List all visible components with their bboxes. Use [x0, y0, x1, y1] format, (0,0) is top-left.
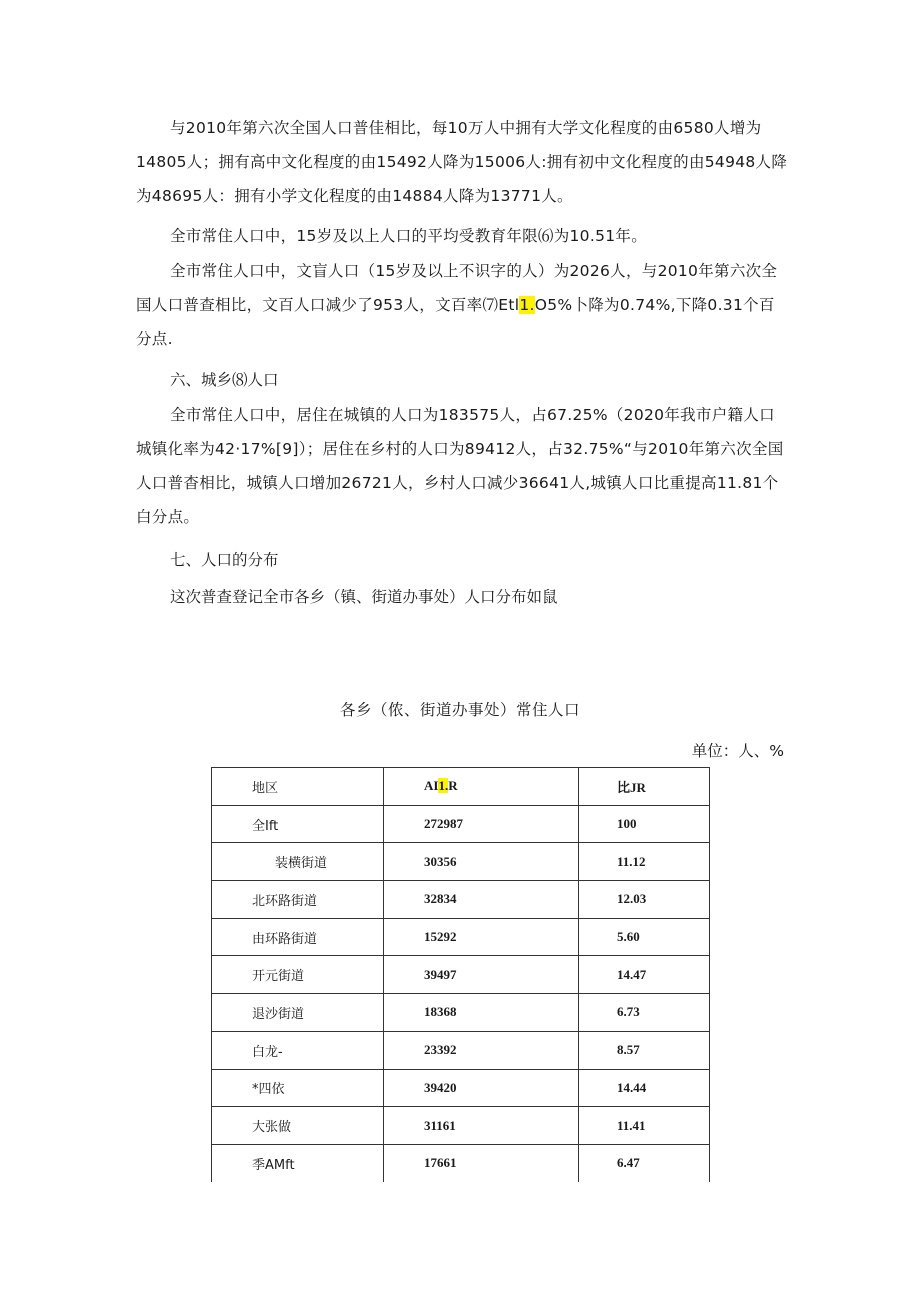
row-count: 31161 [384, 1107, 579, 1145]
row-ratio: 11.41 [579, 1107, 710, 1145]
row-region: 北环路街道 [212, 881, 384, 919]
row-count: 30356 [384, 843, 579, 881]
row-region: *四依 [212, 1069, 384, 1107]
row-region: 开元街道 [212, 956, 384, 994]
header-region: 地区 [212, 768, 384, 806]
row-ratio: 14.44 [579, 1069, 710, 1107]
illiteracy-text-pre: 全市常住人口中，文盲人口（15岁及以上不识字的人）为2026人，与2010年第六次全国人口普查相比，文百人口减少了953人，文百率⑺Etl [136, 262, 778, 314]
row-region: 大张做 [212, 1107, 384, 1145]
table-row [212, 1144, 710, 1181]
row-region: 装横街道 [212, 843, 384, 881]
row-region: 由环路街道 [212, 918, 384, 956]
row-ratio: 5.60 [579, 918, 710, 956]
table-row [212, 881, 710, 919]
row-ratio: 6.47 [579, 1144, 710, 1181]
row-region: 退沙街道 [212, 994, 384, 1032]
table-row [212, 1069, 710, 1107]
table-row [212, 1031, 710, 1069]
paragraph-illiteracy [136, 254, 788, 356]
row-count: 18368 [384, 994, 579, 1032]
row-ratio: 14.47 [579, 956, 710, 994]
row-count: 17661 [384, 1144, 579, 1181]
table-row [212, 994, 710, 1032]
row-count: 32834 [384, 881, 579, 919]
row-ratio: 8.57 [579, 1031, 710, 1069]
table-header-row [212, 768, 710, 806]
section-heading-urban-rural: 六、城乡⑻人口 [170, 371, 279, 389]
row-count: 39420 [384, 1069, 579, 1107]
population-table [211, 767, 710, 1182]
table-unit: 单位：人、% [691, 742, 784, 760]
highlighted-text: 1. [438, 778, 449, 794]
row-ratio: 11.12 [579, 843, 710, 881]
row-region: 全Ift [212, 805, 384, 843]
table-row [212, 956, 710, 994]
row-count: 23392 [384, 1031, 579, 1069]
row-ratio: 6.73 [579, 994, 710, 1032]
header-count: AI1.R [384, 768, 579, 806]
row-region: 季AMft [212, 1144, 384, 1181]
row-ratio: 100 [579, 805, 710, 843]
table-row [212, 1107, 710, 1145]
table-row [212, 843, 710, 881]
header-ratio: 比JR [579, 768, 710, 806]
paragraph-schooling-years: 全市常住人口中，15岁及以上人口的平均受教育年限⑹为10.51年。 [170, 227, 647, 245]
table-row [212, 805, 710, 843]
illiteracy-text-post: O5%卜降为0.74%,下降0.31个百分点. [136, 296, 775, 348]
paragraph-distribution-intro: 这次普查登记全市各乡（镇、街道办事处）人口分布如鼠 [170, 588, 558, 606]
paragraph-education-levels: 与2010年第六次全国人口普佳相比，每10万人中拥有大学文化程度的由6580人增为14805人；拥有高中文化程度的由15492人降为15006人:拥有初中文化程度的由54948人降为48695人：拥有小学文化程度的由14884人降为13771人。 [136, 119, 788, 205]
table-title: 各乡（侬、街道办事处）常住人口 [339, 701, 580, 719]
table-row [212, 918, 710, 956]
row-ratio: 12.03 [579, 881, 710, 919]
section-heading-distribution: 七、人口的分布 [170, 551, 279, 569]
paragraph-urban-rural: 全市常住人口中，居住在城镇的人口为183575人，占67.25%（2020年我市户籍人口城镇化率为42·17%[9]）；居住在乡村的人口为89412人，占32.75%“与2010年第六次全国人口普杳相比，城镇人口增加26721人，乡村人口减少36641人,城镇人口比重提高11.81个白分点。 [136, 406, 784, 526]
row-region: 白龙- [212, 1031, 384, 1069]
row-count: 15292 [384, 918, 579, 956]
row-count: 272987 [384, 805, 579, 843]
row-count: 39497 [384, 956, 579, 994]
highlighted-text: 1. [519, 296, 535, 314]
